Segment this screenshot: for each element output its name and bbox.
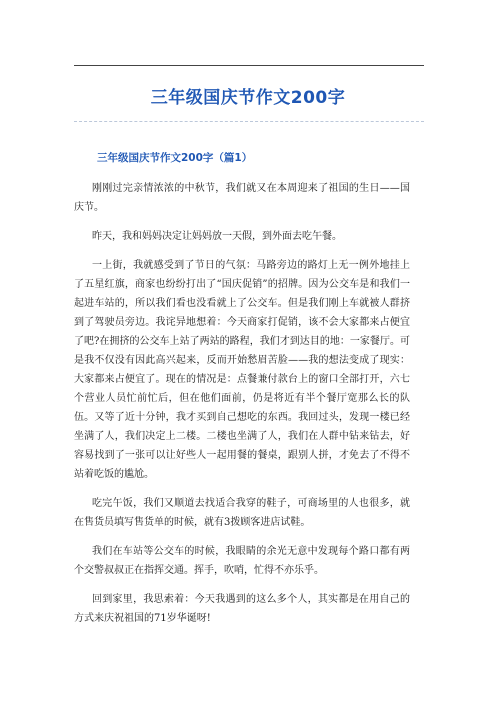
section-subtitle: 三年级国庆节作文200字（篇1） xyxy=(97,152,253,164)
paragraph: 吃完午饭，我们又顺道去找适合我穿的鞋子，可商场里的人也很多，就在售货员填写售货单的时候，就有3拨顾客进店试鞋。 xyxy=(74,498,410,528)
paragraph: 回到家里，我思索着：今天我遇到的这么多个人，其实都是在用自己的方式来庆祝祖国的71岁华诞呀! xyxy=(74,594,410,624)
document-title: 三年级国庆节作文200字 xyxy=(150,88,346,108)
header-rule xyxy=(74,65,424,66)
paragraph: 一上街，我就感受到了节日的气氛：马路旁边的路灯上无一例外地挂上了五星红旗，商家也纷纷打出了“国庆促销”的招牌。因为公交车是和我们一起进车站的，所以我们看也没看就上了公交车。但是我们刚上车就被人群挤到了驾驶员旁边。我诧异地想着：今天商家打促销，该不会大家都来占便宜了吧?在拥挤的公交车上站了两站的路程，我们才到达目的地：一家餐厅。可是我不仅没有因此高兴起来，反而开始愁眉苦脸——我的想法变成了现实：大家都来占便宜了。现在的情况是：点餐兼付款台上的窗口全部打开，六七个营业人员忙前忙后，但在他们面前，仍是将近有半个餐厅宽那么长的队伍。又等了近十分钟，我才买到自己想吃的东西。我回过头，发现一楼已经坐满了人，我们决定上二楼。二楼也坐满了人，我们在人群中钻来钻去，好容易找到了一张可以让好些人一起用餐的餐桌，跟别人拼，才免去了不得不站着吃饭的尴尬。 xyxy=(74,260,410,480)
article-body xyxy=(74,179,410,638)
paragraph: 刚刚过完亲情浓浓的中秋节，我们就又在本周迎来了祖国的生日——国庆节。 xyxy=(74,183,410,213)
paragraph: 昨天，我和妈妈决定让妈妈放一天假，到外面去吃午餐。 xyxy=(92,231,342,242)
title-underline xyxy=(74,121,424,122)
paragraph: 我们在车站等公交车的时候，我眼睛的余光无意中发现每个路口都有两个交警叔叔正在指挥交通。挥手，吹哨，忙得不亦乐乎。 xyxy=(74,546,410,576)
